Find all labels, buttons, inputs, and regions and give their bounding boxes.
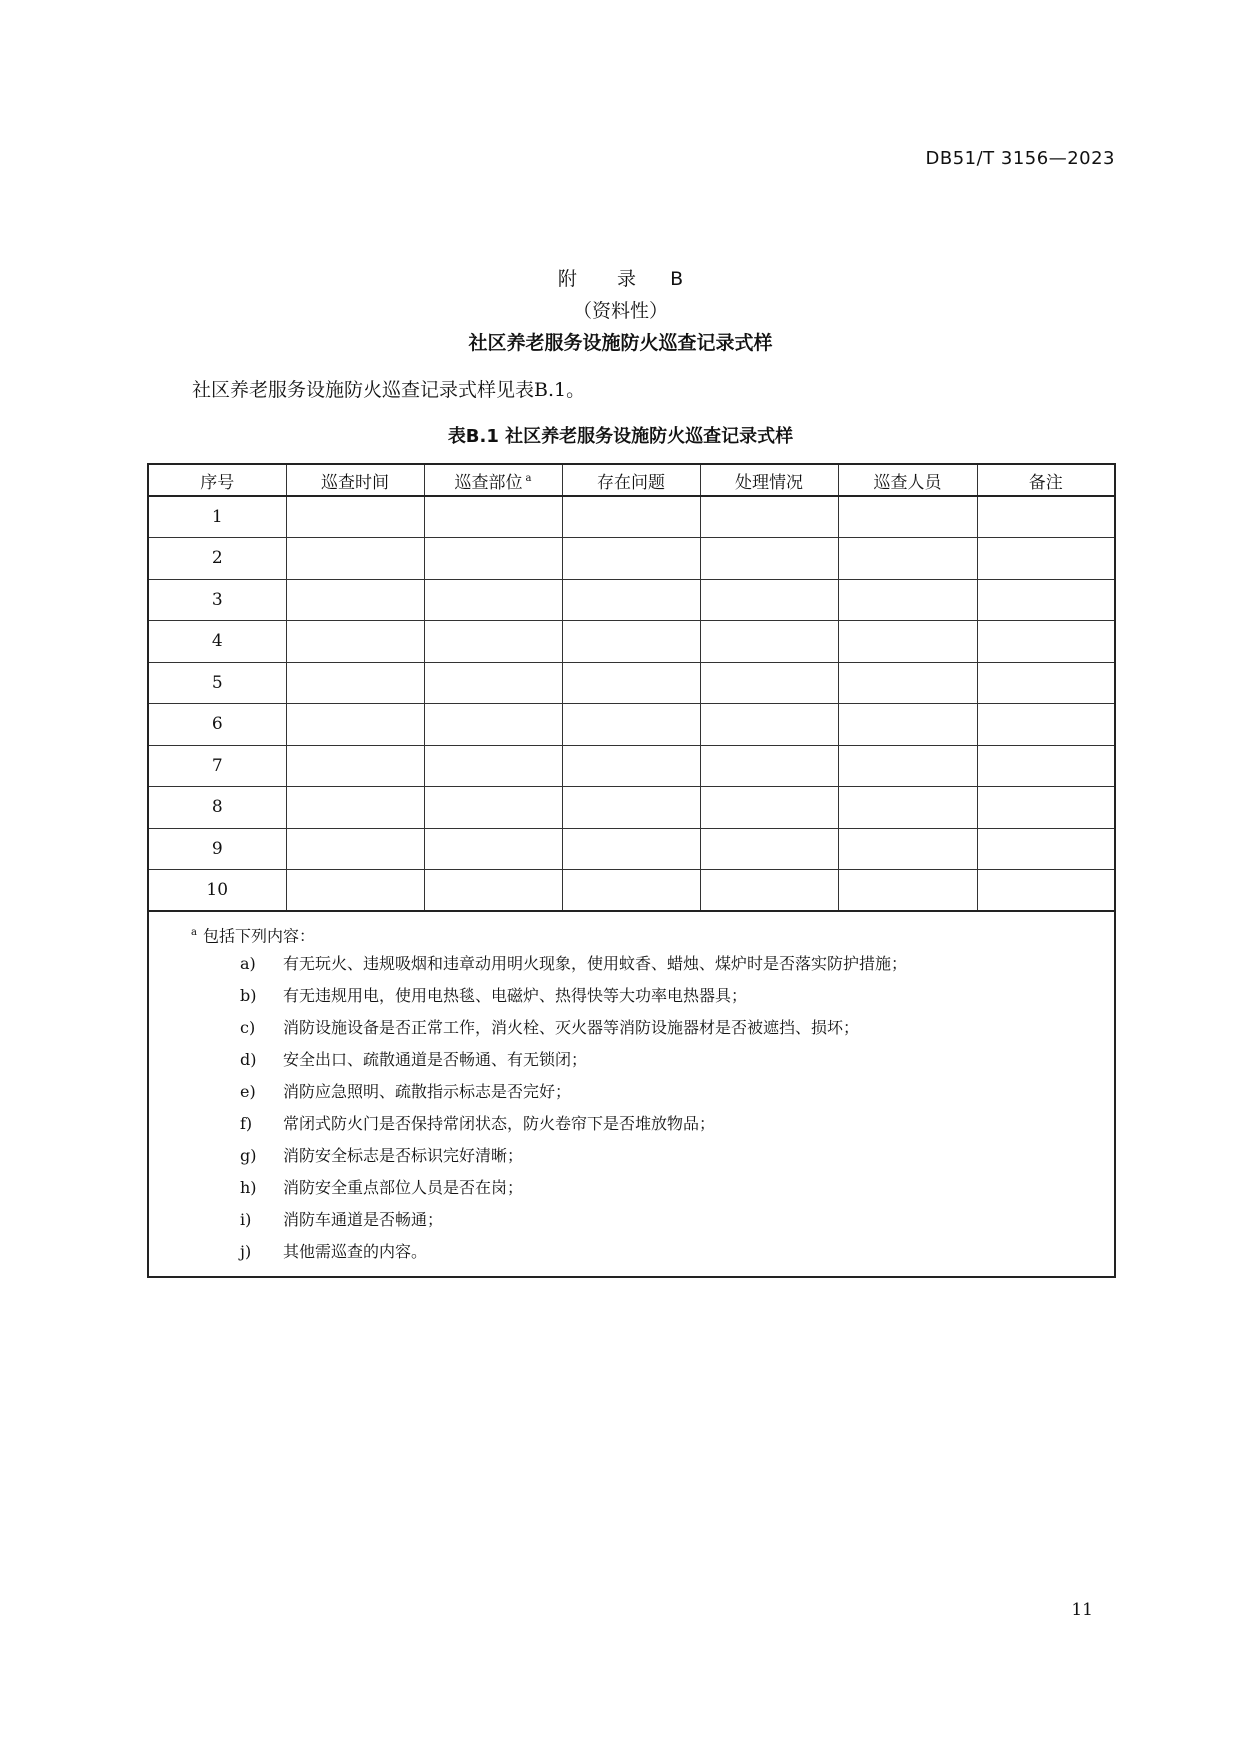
empty-cell xyxy=(838,828,977,870)
note-letter: b) xyxy=(240,986,257,1005)
row-number-cell: 7 xyxy=(148,745,286,787)
note-letter: g) xyxy=(240,1146,257,1165)
note-item xyxy=(149,1204,1114,1236)
note-item xyxy=(149,1012,1114,1044)
note-letter: d) xyxy=(240,1050,257,1069)
table-row xyxy=(148,579,1115,621)
empty-cell xyxy=(286,870,424,912)
empty-cell xyxy=(977,828,1115,870)
empty-cell xyxy=(838,621,977,663)
empty-cell xyxy=(424,662,562,704)
row-number-cell: 5 xyxy=(148,662,286,704)
row-number-cell: 6 xyxy=(148,704,286,746)
empty-cell xyxy=(838,579,977,621)
notes-list xyxy=(149,948,1114,1268)
empty-cell xyxy=(838,787,977,829)
empty-cell xyxy=(838,870,977,912)
note-item xyxy=(149,1172,1114,1204)
table-row xyxy=(148,745,1115,787)
empty-cell xyxy=(286,496,424,538)
empty-cell xyxy=(977,496,1115,538)
empty-cell xyxy=(562,496,700,538)
note-text: 消防应急照明、疏散指示标志是否完好； xyxy=(283,1082,572,1101)
empty-cell xyxy=(424,538,562,580)
empty-cell xyxy=(838,745,977,787)
empty-cell xyxy=(977,579,1115,621)
note-letter: a) xyxy=(240,954,256,973)
row-number-cell: 9 xyxy=(148,828,286,870)
empty-cell xyxy=(562,621,700,663)
table-caption: 表B.1 社区养老服务设施防火巡查记录式样 xyxy=(447,426,794,447)
note-letter: c) xyxy=(240,1018,256,1037)
header-cell: 备注 xyxy=(977,464,1115,496)
table-row xyxy=(148,621,1115,663)
row-number-cell: 10 xyxy=(148,870,286,912)
intro-paragraph: 社区养老服务设施防火巡查记录式样见表B.1。 xyxy=(192,379,586,401)
empty-cell xyxy=(424,745,562,787)
note-letter: f) xyxy=(240,1114,253,1133)
empty-cell xyxy=(562,870,700,912)
empty-cell xyxy=(562,828,700,870)
empty-cell xyxy=(977,662,1115,704)
footnote-mark: a xyxy=(191,927,197,938)
empty-cell xyxy=(700,538,838,580)
note-text: 消防安全标志是否标识完好清晰； xyxy=(283,1146,524,1165)
empty-cell xyxy=(838,538,977,580)
empty-cell xyxy=(286,787,424,829)
appendix-label-part: 录 xyxy=(616,268,636,290)
table-row xyxy=(148,828,1115,870)
empty-cell xyxy=(286,621,424,663)
header-cell xyxy=(424,464,562,496)
appendix-label-part: B xyxy=(670,268,684,290)
note-letter: e) xyxy=(240,1082,256,1101)
empty-cell xyxy=(838,662,977,704)
note-text: 安全出口、疏散通道是否畅通、有无锁闭； xyxy=(283,1050,588,1069)
table-row xyxy=(148,787,1115,829)
document-code: DB51/T 3156—2023 xyxy=(925,148,1115,169)
note-item xyxy=(149,1044,1114,1076)
empty-cell xyxy=(562,579,700,621)
header-cell: 存在问题 xyxy=(562,464,700,496)
note-text: 常闭式防火门是否保持常闭状态，防火卷帘下是否堆放物品； xyxy=(283,1114,716,1133)
empty-cell xyxy=(700,828,838,870)
empty-cell xyxy=(424,787,562,829)
empty-cell xyxy=(286,538,424,580)
empty-cell xyxy=(700,621,838,663)
table-row xyxy=(148,662,1115,704)
empty-cell xyxy=(286,579,424,621)
table-header-row xyxy=(148,464,1115,496)
empty-cell xyxy=(424,870,562,912)
row-number-cell: 4 xyxy=(148,621,286,663)
note-item xyxy=(149,1140,1114,1172)
header-text: 巡查部位 xyxy=(454,472,523,493)
note-item xyxy=(149,948,1114,980)
row-number-cell: 1 xyxy=(148,496,286,538)
note-letter: h) xyxy=(240,1178,257,1197)
appendix-label xyxy=(0,264,1241,291)
header-cell: 处理情况 xyxy=(700,464,838,496)
notes-cell xyxy=(148,911,1115,1277)
empty-cell xyxy=(424,496,562,538)
table-row xyxy=(148,496,1115,538)
empty-cell xyxy=(562,662,700,704)
empty-cell xyxy=(424,828,562,870)
empty-cell xyxy=(286,704,424,746)
empty-cell xyxy=(286,828,424,870)
notes-intro xyxy=(149,918,1114,948)
empty-cell xyxy=(977,704,1115,746)
empty-cell xyxy=(977,621,1115,663)
page-number: 11 xyxy=(1071,1600,1093,1620)
empty-cell xyxy=(700,579,838,621)
notes-row xyxy=(148,911,1115,1277)
row-number-cell: 8 xyxy=(148,787,286,829)
note-text: 消防车通道是否畅通； xyxy=(283,1210,444,1229)
table-row xyxy=(148,704,1115,746)
note-text: 有无违规用电，使用电热毯、电磁炉、热得快等大功率电热器具； xyxy=(283,986,748,1005)
empty-cell xyxy=(977,538,1115,580)
empty-cell xyxy=(424,621,562,663)
note-item xyxy=(149,1236,1114,1268)
note-text: 消防设施设备是否正常工作，消火栓、灭火器等消防设施器材是否被遮挡、损坏； xyxy=(283,1018,860,1037)
empty-cell xyxy=(977,870,1115,912)
empty-cell xyxy=(562,704,700,746)
appendix-title: 社区养老服务设施防火巡查记录式样 xyxy=(468,332,773,354)
note-letter: j) xyxy=(240,1242,252,1261)
empty-cell xyxy=(700,496,838,538)
note-item xyxy=(149,980,1114,1012)
empty-cell xyxy=(700,787,838,829)
empty-cell xyxy=(424,704,562,746)
empty-cell xyxy=(562,745,700,787)
empty-cell xyxy=(286,662,424,704)
note-item xyxy=(149,1108,1114,1140)
footnote-mark: a xyxy=(525,472,532,484)
empty-cell xyxy=(838,496,977,538)
table-row xyxy=(148,538,1115,580)
appendix-type: （资料性） xyxy=(572,300,668,322)
empty-cell xyxy=(424,579,562,621)
notes-intro-text: 包括下列内容： xyxy=(202,926,315,946)
note-text: 其他需巡查的内容。 xyxy=(283,1242,428,1261)
empty-cell xyxy=(700,745,838,787)
note-text: 消防安全重点部位人员是否在岗； xyxy=(283,1178,524,1197)
note-text: 有无玩火、违规吸烟和违章动用明火现象，使用蚊香、蜡烛、煤炉时是否落实防护措施； xyxy=(283,954,908,973)
empty-cell xyxy=(838,704,977,746)
empty-cell xyxy=(700,870,838,912)
note-item xyxy=(149,1076,1114,1108)
header-cell: 序号 xyxy=(148,464,286,496)
table-row xyxy=(148,870,1115,912)
empty-cell xyxy=(700,704,838,746)
note-letter: i) xyxy=(240,1210,252,1229)
empty-cell xyxy=(286,745,424,787)
row-number-cell: 3 xyxy=(148,579,286,621)
patrol-record-table xyxy=(147,463,1116,1278)
header-cell: 巡查时间 xyxy=(286,464,424,496)
empty-cell xyxy=(977,787,1115,829)
row-number-cell: 2 xyxy=(148,538,286,580)
header-cell: 巡查人员 xyxy=(838,464,977,496)
empty-cell xyxy=(562,787,700,829)
appendix-label-part: 附 xyxy=(557,268,577,290)
empty-cell xyxy=(562,538,700,580)
empty-cell xyxy=(700,662,838,704)
empty-cell xyxy=(977,745,1115,787)
